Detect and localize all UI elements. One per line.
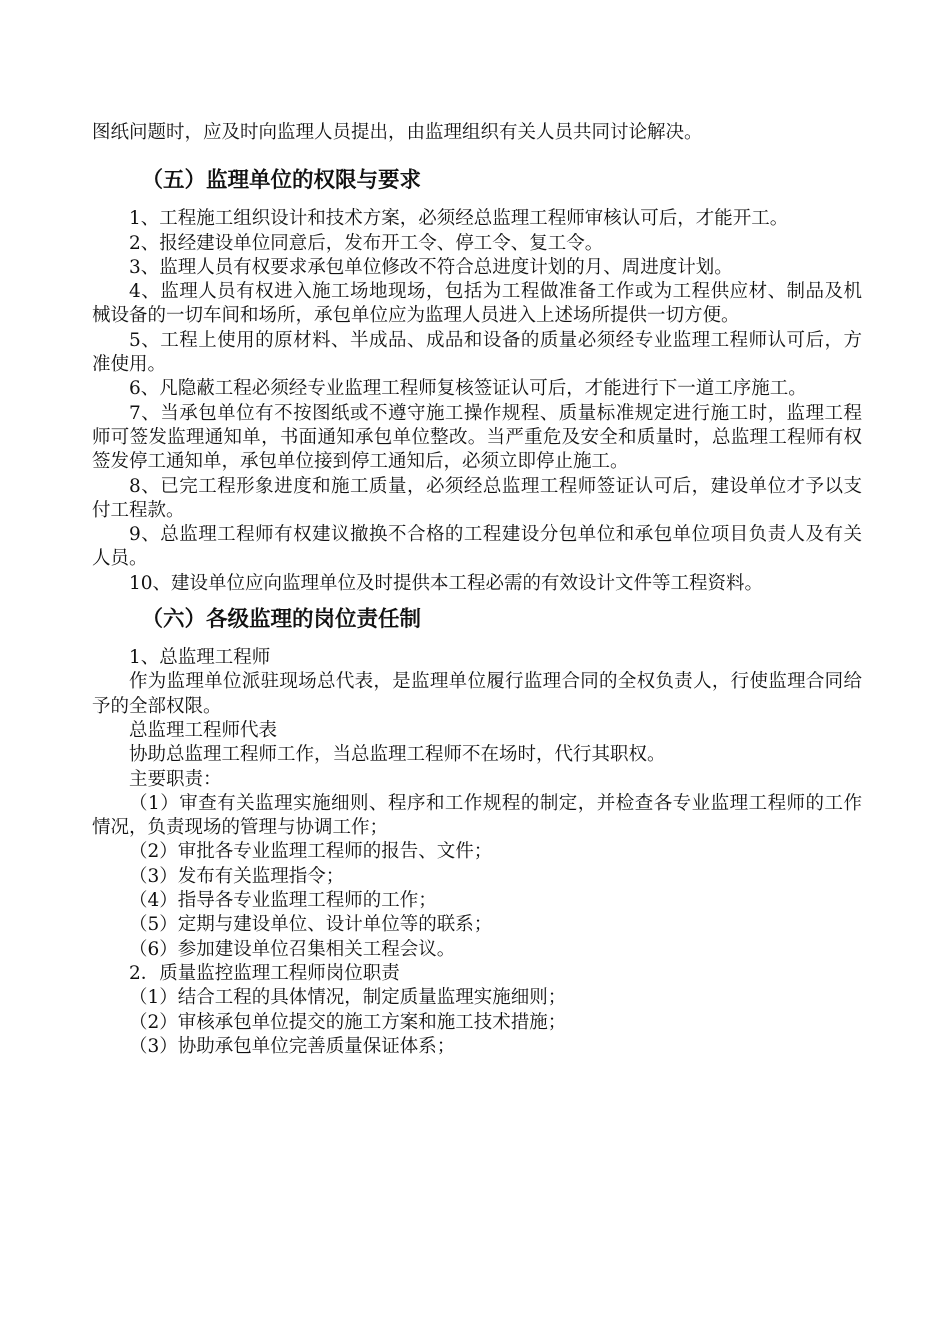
- section-6-paragraph: 协助总监理工程师工作，当总监理工程师不在场时，代行其职权。: [129, 744, 666, 766]
- section-6-duty-item: （1）审查有关监理实施细则、程序和工作规程的制定，并检查各专业监理工程师的工作情况，负责现场的管理与协调工作；: [92, 792, 862, 839]
- section-6-heading: （六）各级监理的岗位责任制: [141, 607, 421, 633]
- section-6-paragraph: 总监理工程师代表: [129, 719, 278, 741]
- section-5-item: 3、监理人员有权要求承包单位修改不符合总进度计划的月、周进度计划。: [129, 256, 733, 278]
- section-5-item: 6、凡隐蔽工程必须经专业监理工程师复核签证认可后，才能进行下一道工序施工。: [129, 378, 807, 400]
- section-6-duty-item: （6）参加建设单位召集相关工程会议。: [129, 938, 456, 960]
- section-5-item: 7、当承包单位有不按图纸或不遵守施工操作规程、质量标准规定进行施工时，监理工程师可签发监理通知单，书面通知承包单位整改。当严重危及安全和质量时，总监理工程师有权签发停工通知单，承包单位接到停工通知后，必须立即停止施工。: [92, 402, 862, 473]
- section-6-paragraph: 2．质量监控监理工程师岗位职责: [129, 962, 400, 984]
- section-5-item: 2、报经建设单位同意后，发布开工令、停工令、复工令。: [129, 232, 604, 254]
- section-6-paragraph: 1、总监理工程师: [129, 647, 271, 669]
- section-6-duty-item: （5）定期与建设单位、设计单位等的联系；: [129, 914, 493, 936]
- section-5-item: 4、监理人员有权进入施工场地现场，包括为工程做准备工作或为工程供应材、制品及机械设备的一切车间和场所，承包单位应为监理人员进入上述场所提供一切方便。: [92, 281, 862, 327]
- section-6-paragraph: 主要职责：: [129, 768, 222, 790]
- section-5-item: 5、工程上使用的原材料、半成品、成品和设备的质量必须经专业监理工程师认可后，方准使用。: [92, 329, 862, 376]
- section-6-duty-item: （2）审批各专业监理工程师的报告、文件；: [129, 841, 493, 863]
- intro-paragraph: 图纸问题时，应及时向监理人员提出，由监理组织有关人员共同讨论解决。: [92, 122, 703, 143]
- section-6-paragraph: 作为监理单位派驻现场总代表，是监理单位履行监理合同的全权负责人，行使监理合同给予的全部权限。: [92, 671, 862, 717]
- section-5-item: 10、建设单位应向监理单位及时提供本工程必需的有效设计文件等工程资料。: [129, 572, 764, 594]
- section-5-heading: （五）监理单位的权限与要求: [141, 168, 421, 194]
- section-5-item: 8、已完工程形象进度和施工质量，必须经总监理工程师签证认可后，建设单位才予以支付工程款。: [92, 475, 862, 521]
- section-6-duty-item: （1）结合工程的具体情况，制定质量监理实施细则；: [129, 987, 567, 1009]
- section-5-item: 1、工程施工组织设计和技术方案，必须经总监理工程师审核认可后，才能开工。: [129, 208, 789, 230]
- section-5-item: 9、总监理工程师有权建议撤换不合格的工程建设分包单位和承包单位项目负责人及有关人员。: [92, 524, 862, 570]
- document-page: [92, 121, 862, 1059]
- section-6-duty-item: （3）协助承包单位完善质量保证体系；: [129, 1035, 456, 1057]
- section-6-duty-item: （3）发布有关监理指令；: [129, 865, 345, 887]
- section-6-duty-item: （2）审核承包单位提交的施工方案和施工技术措施；: [129, 1011, 567, 1033]
- section-6-duty-item: （4）指导各专业监理工程师的工作；: [129, 890, 437, 912]
